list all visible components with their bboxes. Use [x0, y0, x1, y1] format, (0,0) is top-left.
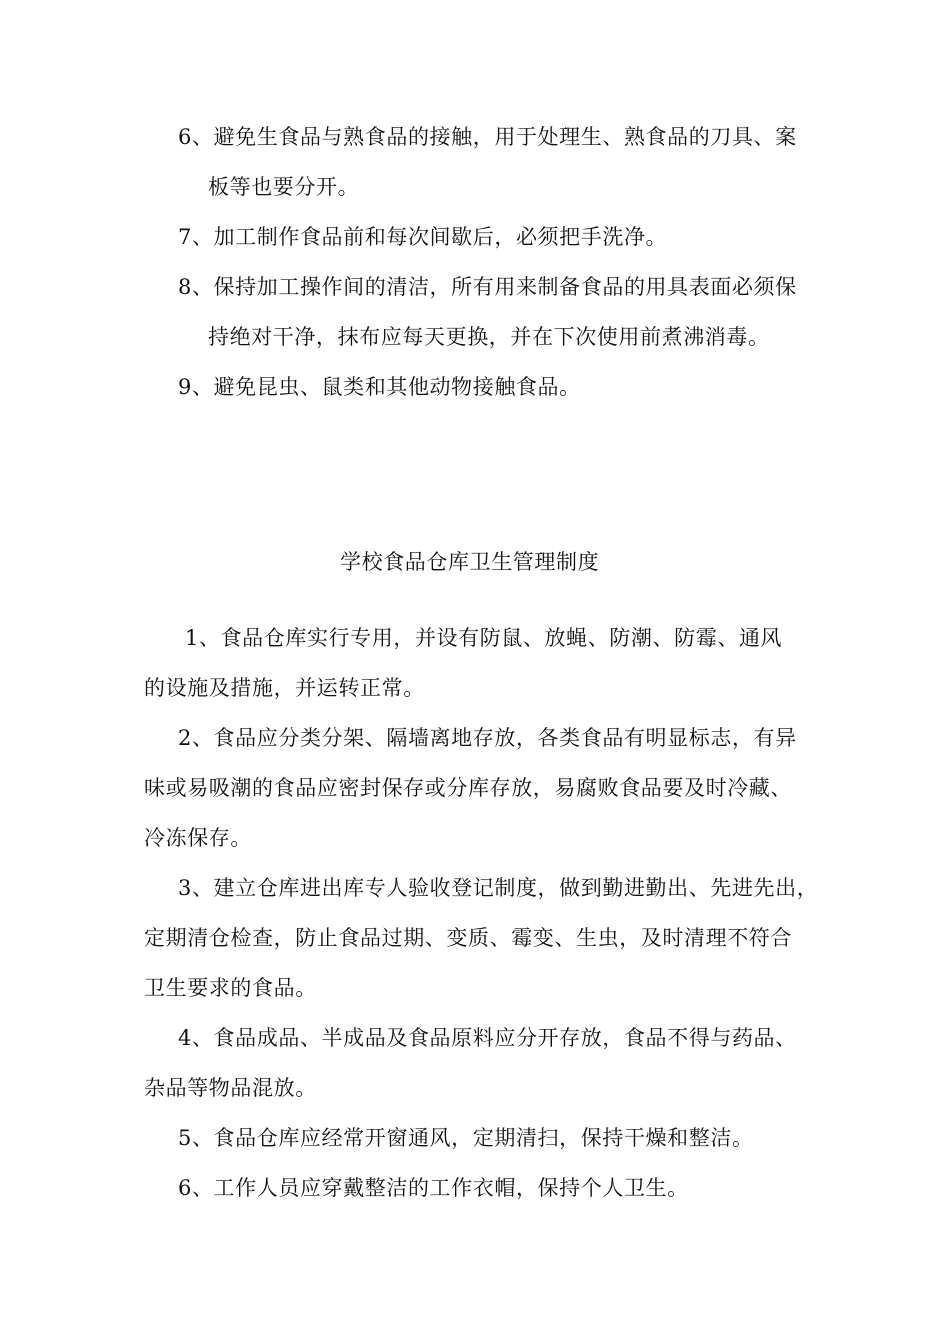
rule-9-line-1: 9、避免昆虫、鼠类和其他动物接触食品。 — [178, 375, 581, 399]
storage-rule-1-line-1: 1、食品仓库实行专用，并设有防鼠、放蝇、防潮、防霉、通风 — [185, 626, 783, 650]
storage-rule-3-line-3: 卫生要求的食品。 — [144, 976, 317, 1000]
rule-8-line-1: 8、保持加工操作间的清洁，所有用来制备食品的用具表面必须保 — [178, 275, 797, 299]
storage-rule-5-line-1: 5、食品仓库应经常开窗通风，定期清扫，保持干燥和整洁。 — [178, 1126, 754, 1150]
rule-6-line-2: 板等也要分开。 — [208, 175, 360, 199]
rule-6-line-1: 6、避免生食品与熟食品的接触，用于处理生、熟食品的刀具、案 — [178, 125, 797, 149]
storage-rule-2-line-3: 冷冻保存。 — [144, 826, 252, 850]
storage-rule-3-line-2: 定期清仓检查，防止食品过期、变质、霉变、生虫，及时清理不符合 — [144, 926, 792, 950]
storage-rule-4-line-2: 杂品等物品混放。 — [144, 1076, 317, 1100]
rule-8-line-2: 持绝对干净，抹布应每天更换，并在下次使用前煮沸消毒。 — [208, 325, 770, 349]
storage-rule-3-line-1: 3、建立仓库进出库专人验收登记制度，做到勤进勤出、先进先出， — [178, 876, 819, 900]
storage-rule-4-line-1: 4、食品成品、半成品及食品原料应分开存放，食品不得与药品、 — [178, 1026, 797, 1050]
storage-rule-2-line-2: 味或易吸潮的食品应密封保存或分库存放，易腐败食品要及时冷藏、 — [144, 776, 792, 800]
storage-rule-1-line-2: 的设施及措施，并运转正常。 — [144, 676, 425, 700]
rule-7-line-1: 7、加工制作食品前和每次间歇后，必须把手洗净。 — [178, 225, 668, 249]
section-title: 学校食品仓库卫生管理制度 — [340, 550, 600, 574]
storage-rule-2-line-1: 2、食品应分类分架、隔墙离地存放，各类食品有明显标志，有异 — [178, 726, 797, 750]
storage-rule-6-line-1: 6、工作人员应穿戴整洁的工作衣帽，保持个人卫生。 — [178, 1176, 689, 1200]
